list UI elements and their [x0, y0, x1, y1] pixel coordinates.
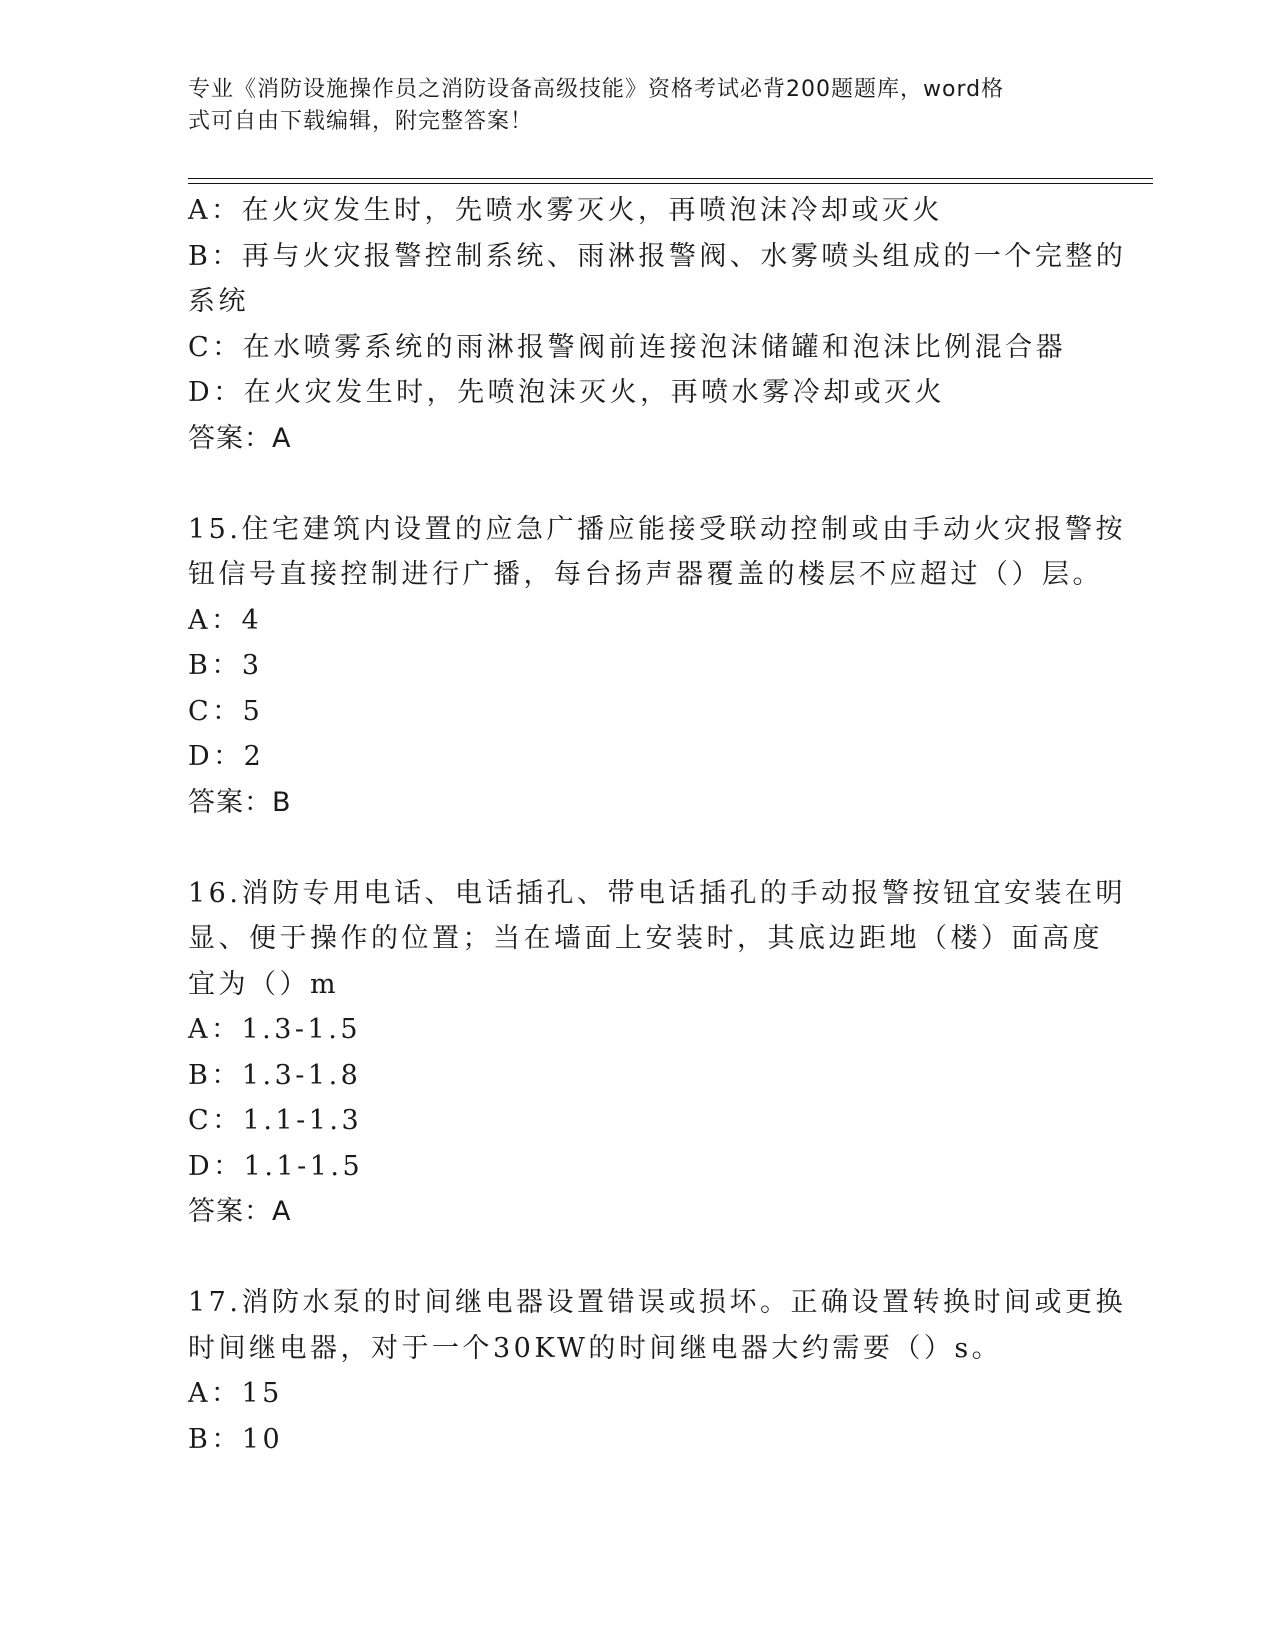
option-b: B：10 — [188, 1423, 284, 1455]
spacer — [188, 1235, 1073, 1281]
question-content — [188, 188, 1127, 1462]
answer-label: 答案：A — [188, 422, 292, 454]
question-stem-continued: 显、便于操作的位置；当在墙面上安装时，其底边距地（楼）面高度 — [188, 923, 1103, 954]
option-b: B：再与火灾报警控制系统、雨淋报警阀、水雾喷头组成的一个完整的 — [188, 240, 1127, 272]
question-stem-continued: 宜为（）m — [188, 968, 340, 1000]
header-line-2: 式可自由下载编辑，附完整答案！ — [188, 109, 534, 134]
option-a: A：在火灾发生时，先喷水雾灭火，再喷泡沫冷却或灭火 — [188, 195, 943, 226]
option-a: A：1.3-1.5 — [188, 1014, 361, 1045]
option-a: A：15 — [188, 1378, 283, 1409]
document-header — [188, 74, 1068, 138]
option-d: D：1.1-1.5 — [188, 1150, 364, 1182]
question-15 — [188, 507, 1126, 826]
spacer — [188, 825, 1073, 871]
option-c: C：5 — [188, 695, 264, 727]
question-stem: 15.住宅建筑内设置的应急广播应能接受联动控制或由手动火灾报警按 — [188, 513, 1126, 545]
question-stem: 16.消防专用电话、电话插孔、带电话插孔的手动报警按钮宜安装在明 — [188, 877, 1126, 909]
option-c: C：1.1-1.3 — [188, 1105, 363, 1136]
option-b-continued: 系统 — [188, 286, 249, 317]
option-c: C：在水喷雾系统的雨淋报警阀前连接泡沫储罐和泡沫比例混合器 — [188, 331, 1067, 363]
option-b: B：3 — [188, 650, 263, 681]
question-stem-continued: 时间继电器，对于一个30KW的时间继电器大约需要（）s。 — [188, 1332, 1003, 1364]
answer-label: 答案：B — [188, 786, 292, 818]
option-d: D：在火灾发生时，先喷泡沫灭火，再喷水雾冷却或灭火 — [188, 377, 946, 408]
question-16 — [188, 871, 1126, 1235]
question-14-continued — [188, 188, 1127, 461]
header-line-1: 专业《消防设施操作员之消防设备高级技能》资格考试必背200题题库，word格 — [188, 77, 1005, 102]
spacer — [188, 461, 1073, 507]
answer-label: 答案：A — [188, 1196, 292, 1227]
question-stem: 17.消防水泵的时间继电器设置错误或损坏。正确设置转换时间或更换 — [188, 1287, 1126, 1318]
option-d: D：2 — [188, 741, 265, 772]
option-a: A：4 — [188, 604, 263, 636]
question-stem-continued: 钮信号直接控制进行广播，每台扬声器覆盖的楼层不应超过（）层。 — [188, 559, 1103, 590]
header-divider-top — [188, 178, 1153, 179]
header-divider-bottom — [188, 183, 1153, 184]
question-17 — [188, 1280, 1126, 1462]
option-b: B：1.3-1.8 — [188, 1059, 362, 1091]
